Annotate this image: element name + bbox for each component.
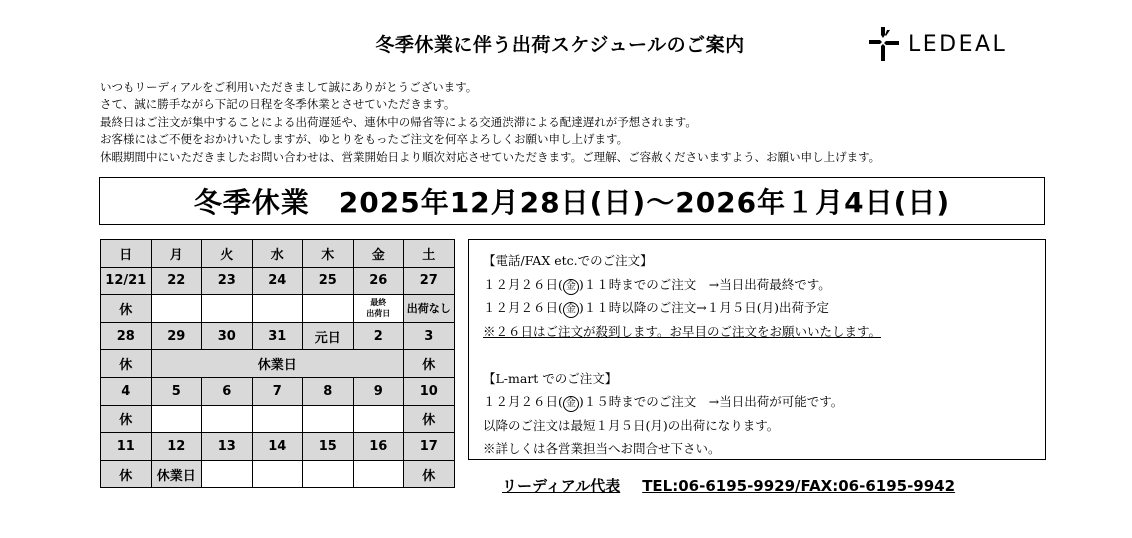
date-row (101, 322, 455, 350)
weekday-header: 火 (202, 240, 253, 268)
date-cell: 17 (404, 433, 455, 461)
date-cell: 30 (202, 322, 253, 350)
date-cell: 3 (404, 322, 455, 350)
date-row (101, 267, 455, 295)
status-cell: 休業日 (151, 460, 202, 488)
note-text: １２月２６日( (483, 300, 563, 315)
status-cell (252, 295, 303, 323)
status-row (101, 295, 455, 323)
status-cell (303, 295, 354, 323)
date-cell: 15 (303, 433, 354, 461)
page-title: 冬季休業に伴う出荷スケジュールのご案内 (375, 34, 745, 56)
status-cell (303, 460, 354, 488)
status-line: 最終 (370, 298, 387, 308)
weekday-header: 月 (151, 240, 202, 268)
note-text: )１１時までのご注文 →当日出荷最終です。 (578, 276, 831, 292)
status-row (101, 460, 455, 488)
phone-order-heading: 【電話/FAX etc.でのご注文】 (483, 253, 653, 268)
intro-text (100, 79, 880, 166)
weekday-header: 水 (252, 240, 303, 268)
date-cell: 5 (151, 377, 202, 405)
lmart-order-line: ※詳しくは各営業担当へお問合せ下さい。 (483, 441, 721, 456)
date-cell: 9 (353, 377, 404, 405)
last-shipping-day-cell (353, 295, 404, 323)
status-row (101, 350, 455, 378)
status-cell: 休 (404, 460, 455, 488)
status-cell (353, 405, 404, 433)
intro-line: さて、誠に勝手ながら下記の日程を冬季休業とさせていただきます。 (100, 97, 456, 112)
status-cell (252, 405, 303, 433)
date-cell: 2 (353, 322, 404, 350)
weekday-header: 日 (101, 240, 152, 268)
status-cell: 休 (101, 405, 152, 433)
ledeal-logo-icon (868, 26, 900, 62)
note-text: )１１時以降のご注文→１月５日(月)出荷予定 (578, 300, 829, 315)
date-cell: 16 (353, 433, 404, 461)
date-cell: 22 (151, 267, 202, 295)
status-cell: 休 (101, 295, 152, 323)
weekday-header: 木 (303, 240, 354, 268)
status-cell: 休 (404, 350, 455, 378)
date-cell: 10 (404, 377, 455, 405)
date-cell: 12 (151, 433, 202, 461)
date-row (101, 433, 455, 461)
lmart-order-line (483, 390, 1045, 414)
intro-line: 休暇期間中にいただきましたお問い合わせは、営業開始日より順次対応させていただきます。ご理解、ご容赦くださいますよう、お願い申し上げます。 (100, 149, 881, 164)
date-cell: 8 (303, 377, 354, 405)
date-cell: 12/21 (101, 267, 152, 295)
circled-weekday: 金 (563, 302, 579, 318)
holiday-calendar (100, 239, 455, 488)
holiday-period-text: 冬季休業 2025年12月28日(日)～2026年１月4日(日) (193, 186, 951, 219)
circled-weekday: 金 (563, 396, 579, 412)
phone-order-line (483, 273, 1045, 297)
date-cell: 6 (202, 377, 253, 405)
status-line: 出荷日 (366, 309, 391, 319)
date-cell: 13 (202, 433, 253, 461)
phone-order-line (483, 296, 1045, 320)
contact-label: リーディアル代表 (502, 477, 621, 495)
contact-numbers: TEL:06-6195-9929/FAX:06-6195-9942 (642, 477, 956, 495)
date-cell: 27 (404, 267, 455, 295)
intro-line: いつもリーディアルをご利用いただきまして誠にありがとうございます。 (100, 80, 478, 94)
date-cell: 29 (151, 322, 202, 350)
order-notes-box (468, 239, 1046, 460)
date-cell: 28 (101, 322, 152, 350)
company-logo (868, 26, 1007, 62)
status-cell (252, 460, 303, 488)
status-cell (353, 460, 404, 488)
lmart-order-heading: 【L-mart でのご注文】 (483, 370, 618, 386)
date-cell: 4 (101, 377, 152, 405)
logo-wordmark: LEDEAL (908, 31, 1008, 57)
intro-line: お客様にはご不便をおかけいたしますが、ゆとりをもったご注文を何卒よろしくお願い申し上げます。 (100, 132, 629, 147)
phone-order-note: ※２６日はご注文が殺到します。お早目のご注文をお願いいたします。 (483, 323, 882, 339)
lmart-order-line: 以降のご注文は最短１月５日(月)の出荷になります。 (483, 417, 780, 433)
status-cell: 休 (404, 405, 455, 433)
status-cell (202, 295, 253, 323)
status-cell (151, 295, 202, 323)
status-row (101, 405, 455, 433)
date-cell: 11 (101, 433, 152, 461)
date-cell: 14 (252, 433, 303, 461)
holiday-period-banner (99, 177, 1045, 225)
date-cell: 26 (353, 267, 404, 295)
status-cell (303, 405, 354, 433)
status-cell: 出荷なし (404, 295, 455, 323)
date-cell: 7 (252, 377, 303, 405)
weekday-header-row (101, 240, 455, 268)
note-text: )１５時までのご注文 →当日出荷が可能です。 (578, 394, 844, 409)
contact-info (502, 475, 955, 496)
status-cell (202, 405, 253, 433)
status-cell (151, 405, 202, 433)
status-cell (202, 460, 253, 488)
status-cell: 休 (101, 460, 152, 488)
closed-days-cell: 休業日 (151, 350, 404, 378)
note-text: １２月２６日( (483, 394, 563, 409)
date-cell: 24 (252, 267, 303, 295)
weekday-header: 土 (404, 240, 455, 268)
weekday-header: 金 (353, 240, 404, 268)
status-cell: 休 (101, 350, 152, 378)
note-text: １２月２６日( (483, 276, 563, 292)
date-row (101, 377, 455, 405)
circled-weekday: 金 (563, 279, 579, 295)
date-cell: 25 (303, 267, 354, 295)
date-cell: 元日 (303, 322, 354, 350)
intro-line: 最終日はご注文が集中することによる出荷遅延や、連休中の帰省等による交通渋滞による配達遅れが予想されます。 (100, 114, 697, 129)
date-cell: 31 (252, 322, 303, 350)
date-cell: 23 (202, 267, 253, 295)
